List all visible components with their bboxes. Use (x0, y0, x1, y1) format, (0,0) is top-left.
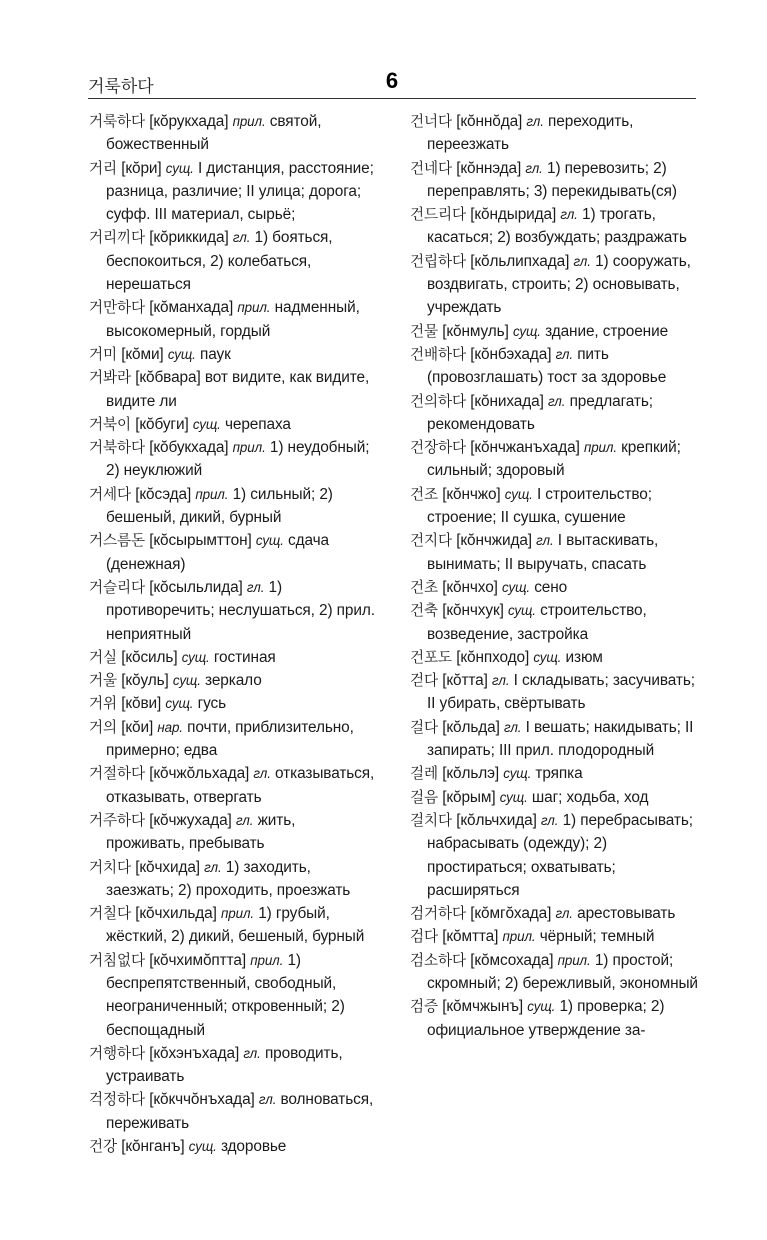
entry-headword: 건물 (410, 322, 438, 340)
entry-headword: 건배하다 (410, 345, 466, 363)
entry-transcription: [кŏмчжынъ] (442, 998, 524, 1016)
entry-part-of-speech: сущ. (499, 789, 528, 805)
entry-part-of-speech: гл. (526, 114, 544, 129)
entry-transcription: [кŏнчжо] (442, 485, 501, 503)
dictionary-entry (89, 646, 375, 669)
entry-transcription: [кŏнихада] (470, 392, 544, 410)
entry-transcription: [кŏндырида] (470, 206, 557, 224)
entry-definition: I вешать; накидывать; II запирать; III прил. плодородный (427, 718, 694, 760)
entry-part-of-speech: сущ. (512, 323, 541, 339)
entry-headword: 검거하다 (410, 905, 466, 923)
entry-part-of-speech: гл. (243, 1045, 261, 1061)
entry-transcription: [кŏрукхада] (149, 113, 229, 130)
entry-part-of-speech: сущ. (504, 486, 533, 502)
entry-transcription: [кŏми] (121, 345, 164, 363)
entry-transcription: [кŏриккида] (149, 229, 229, 247)
entry-transcription: [кŏльлипхада] (470, 252, 570, 270)
entry-headword: 거세다 (89, 485, 131, 503)
entry-transcription: [кŏннŏда] (456, 113, 523, 130)
dictionary-entry (410, 250, 698, 320)
entry-part-of-speech: гл. (560, 207, 578, 223)
entry-definition: пить (провозглашать) тост за здоровье (427, 345, 667, 387)
entry-headword: 걸레 (410, 765, 438, 783)
entry-transcription: [кŏльлэ] (442, 765, 500, 783)
entry-headword: 건지다 (410, 532, 452, 550)
entry-definition: гусь (197, 695, 227, 713)
entry-headword: 거위 (89, 695, 117, 713)
entry-headword: 거리끼다 (89, 229, 145, 247)
entry-transcription: [кŏчхида] (135, 858, 200, 876)
entry-part-of-speech: сущ. (527, 999, 556, 1015)
entry-part-of-speech: сущ. (255, 533, 284, 549)
dictionary-entry (410, 669, 698, 716)
entry-definition: 1) трогать, касаться; 2) возбуждать; раздражать (427, 206, 687, 247)
page-header (88, 68, 696, 98)
entry-headword: 거실 (89, 648, 117, 666)
entry-definition: 1) проверка; 2) официальное утверждение за- (427, 998, 665, 1039)
entry-transcription: [кŏрым] (442, 788, 496, 806)
entry-part-of-speech: прил. (250, 952, 284, 968)
dictionary-entry (410, 716, 698, 763)
entry-part-of-speech: прил. (237, 300, 271, 316)
entry-transcription: [кŏльда] (442, 718, 500, 736)
entry-part-of-speech: сущ. (533, 649, 562, 665)
dictionary-entry (410, 949, 698, 996)
entry-part-of-speech: гл. (492, 673, 510, 689)
entry-transcription: [кŏнпходо] (456, 648, 530, 666)
entry-headword: 건드리다 (410, 206, 466, 224)
entry-definition: предлагать; рекомендовать (427, 392, 653, 433)
entry-part-of-speech: сущ. (181, 649, 210, 665)
dictionary-entry (410, 110, 698, 157)
dictionary-entry (89, 413, 375, 436)
entry-headword: 거미 (89, 345, 117, 363)
entry-transcription: [кŏльчхида] (456, 811, 537, 829)
entry-definition: почти, приблизительно, примерно; едва (106, 718, 354, 760)
entry-transcription: [кŏнчхук] (442, 602, 504, 620)
entry-transcription: [кŏбвара] (135, 369, 201, 387)
entry-definition: I складывать; засучивать; II убирать, свёртывать (427, 672, 695, 713)
entry-definition: здание, строение (545, 322, 669, 340)
dictionary-entry (410, 995, 698, 1042)
dictionary-entry (410, 786, 698, 809)
entry-definition: чёрный; темный (539, 928, 655, 946)
entry-transcription: [кŏнбэхада] (470, 345, 552, 363)
entry-headword: 걸음 (410, 788, 438, 806)
entry-part-of-speech: гл. (547, 393, 566, 409)
entry-transcription: [кŏуль] (121, 672, 169, 690)
entry-definition: 1) неудобный; 2) неуклюжий (106, 439, 370, 480)
entry-transcription: [кŏсиль] (121, 648, 178, 666)
header-rule (88, 98, 696, 99)
entry-headword: 건립하다 (410, 252, 466, 270)
dictionary-entry (410, 599, 698, 646)
entry-headword: 거만하다 (89, 299, 145, 317)
entry-headword: 걱정하다 (89, 1091, 145, 1109)
entry-transcription: [кŏмсохада] (470, 951, 554, 969)
entry-part-of-speech: гл. (258, 1092, 277, 1108)
entry-headword: 건축 (410, 602, 438, 620)
dictionary-entry (410, 925, 698, 948)
entry-definition: проводить, устраивать (106, 1044, 343, 1086)
dictionary-entry (89, 692, 375, 715)
entry-definition: крепкий; сильный; здоровый (427, 439, 681, 480)
dictionary-entry (89, 1135, 375, 1158)
dictionary-entry (89, 809, 375, 856)
entry-transcription: [кŏбуги] (135, 415, 189, 433)
entry-headword: 거침없다 (89, 951, 145, 969)
entry-headword: 검소하다 (410, 951, 466, 969)
dictionary-entry (410, 529, 698, 576)
entry-definition: 1) перевозить; 2) переправлять; 3) перекидывать(ся) (427, 159, 677, 200)
entry-transcription: [кŏсыльлида] (149, 578, 243, 596)
entry-definition: строительство, возведение, застройка (427, 602, 647, 643)
entry-definition: 1) сильный; 2) бешеный, дикий, бурный (106, 485, 333, 527)
entry-definition: паук (199, 345, 231, 363)
dictionary-entry (410, 809, 698, 902)
entry-headword: 거치다 (89, 858, 131, 876)
entry-part-of-speech: сущ. (165, 696, 194, 712)
entry-part-of-speech: прил. (502, 929, 536, 945)
entry-transcription: [кŏннэда] (456, 159, 522, 177)
entry-headword: 거룩하다 (89, 113, 145, 130)
entry-headword: 건의하다 (410, 392, 466, 410)
entry-part-of-speech: нар. (157, 719, 183, 735)
entry-headword: 거울 (89, 672, 117, 690)
dictionary-entry (89, 157, 375, 227)
entry-definition: 1) бояться, беспокоиться, 2) колебаться, нерешаться (106, 229, 333, 294)
entry-headword: 거리 (89, 159, 117, 177)
entry-part-of-speech: гл. (555, 346, 574, 362)
entry-definition: надменный, высокомерный, гордый (106, 299, 360, 340)
entry-part-of-speech: гл. (204, 859, 222, 875)
entry-transcription: [кŏмтта] (442, 928, 499, 946)
entry-part-of-speech: гл. (536, 533, 554, 549)
entry-definition: зеркало (205, 672, 262, 690)
entry-transcription: [кŏчжŏльхада] (149, 765, 250, 783)
entry-part-of-speech: гл. (253, 766, 271, 782)
dictionary-entry (89, 110, 375, 157)
entry-definition: 1) заходить, заезжать; 2) проходить, проезжать (106, 858, 351, 899)
page-number: 6 (385, 68, 399, 93)
entry-definition: I вытаскивать, вынимать; II выручать, спасать (427, 532, 659, 573)
entry-definition: 1) противоречить; неслушаться, 2) прил. неприятный (106, 578, 375, 643)
dictionary-entry (410, 576, 698, 599)
entry-headword: 검증 (410, 998, 438, 1016)
entry-headword: 건장하다 (410, 439, 466, 457)
entry-headword: 거북이 (89, 415, 131, 433)
dictionary-entry (410, 343, 698, 390)
entry-transcription: [кŏнганъ] (121, 1138, 185, 1156)
entry-part-of-speech: гл. (246, 579, 265, 595)
entry-part-of-speech: прил. (232, 114, 266, 129)
dictionary-entry (89, 1042, 375, 1089)
entry-transcription: [кŏманхада] (149, 299, 234, 317)
entry-definition: 1) перебрасывать; набрасывать (одежду); 2) простираться; охватывать; расширяться (427, 811, 693, 899)
dictionary-entry (410, 320, 698, 343)
entry-part-of-speech: гл. (503, 719, 522, 735)
dictionary-entry (89, 436, 375, 483)
entry-headword: 건초 (410, 578, 438, 596)
entry-headword: 걷다 (410, 672, 438, 690)
entry-transcription: [кŏви] (121, 695, 162, 713)
entry-headword: 거의 (89, 718, 117, 736)
entry-part-of-speech: сущ. (507, 603, 536, 619)
entry-definition: арестовывать (577, 905, 676, 923)
left-column (89, 110, 375, 1158)
dictionary-entry (410, 483, 698, 530)
entry-headword: 거스름돈 (89, 532, 145, 550)
entry-part-of-speech: прил. (195, 486, 229, 502)
entry-definition: жить, проживать, пребывать (106, 811, 296, 853)
entry-transcription: [кŏчхимŏптта] (149, 951, 247, 969)
entry-definition: 1) беспрепятственный, свободный, неограниченный; откровенный; 2) беспощадный (106, 951, 345, 1039)
entry-transcription: [кŏмгŏхада] (470, 905, 552, 923)
entry-headword: 걸다 (410, 718, 438, 736)
entry-headword: 건강 (89, 1138, 117, 1156)
dictionary-entry (89, 483, 375, 530)
dictionary-entry (89, 226, 375, 296)
entry-transcription: [кŏри] (121, 159, 162, 177)
entry-definition: волноваться, переживать (106, 1091, 374, 1132)
dictionary-entry (89, 856, 375, 903)
entry-headword: 건너다 (410, 113, 452, 130)
entry-definition: I дистанция, расстояние; разница, различие; II улица; дорога; суфф. III материал, сырьё; (106, 159, 374, 224)
entry-part-of-speech: сущ. (167, 346, 196, 362)
dictionary-entry (410, 390, 698, 437)
entry-definition: тряпка (535, 765, 583, 783)
entry-definition: здоровье (220, 1138, 287, 1156)
dictionary-entry (89, 529, 375, 576)
entry-headword: 거봐라 (89, 369, 131, 387)
entry-part-of-speech: прил. (220, 906, 255, 922)
dictionary-entry (89, 716, 375, 763)
entry-headword: 거슬리다 (89, 578, 145, 596)
entry-part-of-speech: сущ. (165, 160, 194, 176)
entry-headword: 거행하다 (89, 1044, 145, 1062)
entry-definition: черепаха (224, 415, 291, 433)
entry-definition: 1) сооружать, воздвигать, строить; 2) основывать, учреждать (427, 252, 691, 317)
dictionary-entry (89, 949, 375, 1042)
dictionary-entry (89, 366, 375, 413)
entry-definition: 1) простой; скромный; 2) бережливый, экономный (427, 951, 698, 992)
entry-part-of-speech: гл. (525, 160, 543, 176)
entry-definition: переходить, переезжать (427, 113, 634, 154)
entry-transcription: [кŏнмуль] (442, 322, 509, 340)
entry-transcription: [кŏсэда] (135, 485, 192, 503)
dictionary-entry (410, 436, 698, 483)
entry-part-of-speech: сущ. (188, 1139, 217, 1155)
entry-definition: отказываться, отказывать, отвергать (106, 765, 375, 806)
entry-headword: 건조 (410, 485, 438, 503)
entry-transcription: [кŏнчхо] (442, 578, 498, 596)
dictionary-entry (410, 646, 698, 669)
entry-part-of-speech: гл. (555, 906, 573, 922)
entry-part-of-speech: гл. (235, 812, 254, 828)
entry-part-of-speech: прил. (583, 440, 617, 456)
entry-part-of-speech: прил. (557, 952, 591, 968)
entry-definition: святой, божественный (106, 113, 322, 154)
dictionary-entry (89, 1088, 375, 1135)
entry-part-of-speech: сущ. (172, 673, 201, 689)
running-headword: 거룩하다 (88, 77, 154, 97)
entry-part-of-speech: прил. (232, 440, 266, 456)
entry-transcription: [кŏбукхада] (149, 439, 229, 457)
entry-headword: 거절하다 (89, 765, 145, 783)
entry-part-of-speech: гл. (232, 230, 251, 246)
entry-definition: вот видите, как видите, видите ли (106, 369, 370, 410)
entry-headword: 건네다 (410, 159, 452, 177)
entry-headword: 걸치다 (410, 811, 452, 829)
entry-transcription: [кŏнчжида] (456, 532, 532, 550)
dictionary-entry (410, 157, 698, 204)
entry-headword: 거주하다 (89, 811, 145, 829)
dictionary-entry (410, 203, 698, 250)
dictionary-entry (89, 576, 375, 646)
entry-definition: шаг; ходьба, ход (531, 788, 649, 806)
dictionary-entry (89, 296, 375, 343)
right-column (410, 110, 698, 1042)
entry-transcription: [кŏкччŏнъхада] (149, 1091, 255, 1109)
entry-part-of-speech: гл. (573, 253, 591, 269)
entry-headword: 거칠다 (89, 905, 131, 923)
entry-definition: I строительство; строение; II сушка, сушение (427, 485, 652, 527)
entry-definition: 1) грубый, жёсткий, 2) дикий, бешеный, бурный (106, 905, 365, 946)
entry-transcription: [кŏнчжанъхада] (470, 439, 580, 457)
entry-definition: сдача (денежная) (106, 532, 330, 573)
entry-headword: 거북하다 (89, 439, 145, 457)
entry-transcription: [кŏчжухада] (149, 811, 232, 829)
dictionary-entry (410, 902, 698, 925)
entry-transcription: [кŏхэнъхада] (149, 1044, 240, 1062)
entry-part-of-speech: сущ. (503, 766, 532, 782)
entry-part-of-speech: гл. (540, 812, 559, 828)
dictionary-entry (89, 669, 375, 692)
entry-part-of-speech: сущ. (192, 416, 221, 432)
entry-definition: сено (534, 578, 568, 596)
entry-headword: 건포도 (410, 648, 452, 666)
dictionary-entry (89, 762, 375, 809)
entry-definition: изюм (565, 648, 603, 666)
entry-transcription: [кŏи] (121, 718, 154, 736)
dictionary-entry (410, 762, 698, 785)
entry-transcription: [кŏсырымттон] (149, 532, 252, 550)
entry-headword: 검다 (410, 928, 438, 946)
dictionary-entry (89, 343, 375, 366)
entry-part-of-speech: сущ. (502, 579, 530, 595)
entry-transcription: [кŏтта] (442, 672, 488, 690)
entry-transcription: [кŏчхильда] (135, 905, 217, 923)
entry-definition: гостиная (213, 648, 276, 666)
dictionary-entry (89, 902, 375, 949)
